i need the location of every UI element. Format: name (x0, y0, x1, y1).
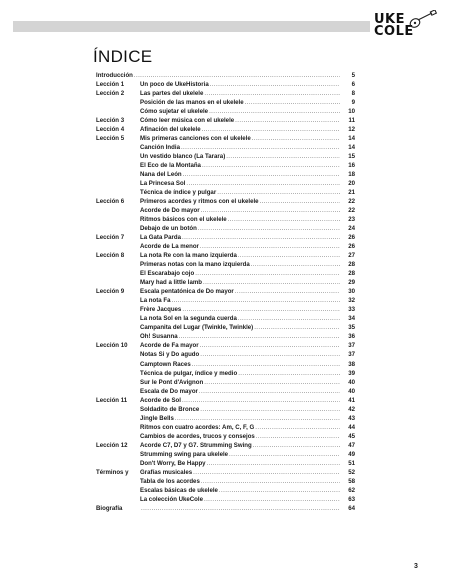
toc-entry (96, 71, 355, 80)
toc-entry-title: Introducción (96, 72, 133, 79)
toc-section-label: Lección 11 (96, 396, 128, 404)
toc-page-number: 37 (348, 351, 355, 359)
ukulele-icon (408, 10, 438, 30)
toc-entry-title: Técnica de pulgar, índice y medio (140, 369, 238, 377)
toc-page-number: 45 (348, 432, 355, 440)
toc-leader-dots (217, 188, 340, 197)
toc-leader-dots (192, 360, 340, 369)
toc-entry-title: Nana del León (140, 171, 182, 179)
toc-entry (96, 224, 355, 233)
toc-page-number: 42 (348, 405, 355, 413)
toc-leader-dots (235, 287, 340, 296)
toc-leader-dots (219, 486, 340, 495)
toc-section-label: Lección 7 (96, 234, 125, 242)
toc-entry-title: La Princesa Sol (140, 180, 186, 188)
toc-leader-dots (179, 332, 340, 341)
toc-entry (96, 405, 355, 414)
toc-entry-title: Acorde C7, D7 y G7. Strumming Swing (140, 441, 252, 449)
toc-page-number: 6 (351, 81, 355, 89)
toc-leader-dots (253, 441, 340, 450)
toc-entry (96, 197, 355, 206)
toc-leader-dots (251, 260, 340, 269)
toc-entry-title: Grafías musicales (140, 468, 193, 476)
toc-page-number: 28 (348, 270, 355, 278)
toc-section-label: Términos y (96, 468, 129, 476)
toc-entry (96, 369, 355, 378)
toc-entry (96, 107, 355, 116)
toc-entry (96, 432, 355, 441)
toc-entry-title: La colección UkeCole (140, 495, 203, 503)
toc-page-number: 41 (348, 396, 355, 404)
toc-page-number: 34 (348, 315, 355, 323)
toc-page-number: 38 (348, 360, 355, 368)
toc-entry (96, 125, 355, 134)
toc-leader-dots (238, 369, 340, 378)
toc-entry (96, 188, 355, 197)
toc-entry-title: Sur le Pont d'Avignon (140, 378, 204, 386)
toc-entry (96, 296, 355, 305)
toc-section-label: Lección 10 (96, 342, 128, 350)
toc-section-label: Lección 2 (96, 90, 125, 98)
toc-entry (96, 341, 355, 350)
toc-leader-dots (181, 143, 340, 152)
toc-leader-dots (245, 98, 340, 107)
toc-leader-dots (199, 387, 340, 396)
toc-page-number: 23 (348, 216, 355, 224)
toc-entry (96, 378, 355, 387)
toc-leader-dots (201, 206, 340, 215)
page-title: ÍNDICE (93, 47, 153, 66)
toc-leader-dots (202, 125, 340, 134)
toc-leader-dots (255, 423, 340, 432)
toc-page-number: 30 (348, 288, 355, 296)
toc-page-number: 22 (348, 198, 355, 206)
toc-page-number: 14 (348, 144, 355, 152)
toc-page-number: 10 (348, 108, 355, 116)
toc-entry (96, 332, 355, 341)
toc-leader-dots (200, 341, 340, 350)
toc-leader-dots (141, 504, 340, 513)
toc-leader-dots (204, 89, 340, 98)
toc-page-number: 8 (351, 90, 355, 98)
toc-leader-dots (260, 197, 340, 206)
toc-page-number: 49 (348, 450, 355, 458)
toc-entry (96, 287, 355, 296)
toc-page-number: 27 (348, 252, 355, 260)
toc-entry (96, 477, 355, 486)
toc-leader-dots (204, 495, 340, 504)
toc-entry-title: Mis primeras canciones con el ukelele (140, 135, 251, 143)
toc-entry-title: Primeras notas con la mano izquierda (140, 261, 250, 269)
toc-section-label: Lección 5 (96, 135, 125, 143)
toc-entry-title: Cómo leer música con el ukelele (140, 117, 235, 125)
toc-entry-title: Ritmos con cuatro acordes: Am, C, F, G (140, 423, 255, 431)
toc-entry-title: Don't Worry, Be Happy (140, 459, 206, 467)
toc-leader-dots (204, 378, 340, 387)
toc-leader-dots (254, 323, 340, 332)
toc-entry (96, 98, 355, 107)
toc-page-number: 22 (348, 207, 355, 215)
toc-leader-dots (235, 116, 340, 125)
toc-page-number: 33 (348, 306, 355, 314)
toc-page-number: 47 (348, 441, 355, 449)
toc-page-number: 29 (348, 279, 355, 287)
toc-leader-dots (203, 278, 340, 287)
toc-page-number: 26 (348, 234, 355, 242)
toc-entry-title: Cambios de acordes, trucos y consejos (140, 432, 255, 440)
toc-leader-dots (175, 414, 340, 423)
toc-entry (96, 215, 355, 224)
toc-entry-title: Las partes del ukelele (140, 90, 204, 98)
toc-page-number: 32 (348, 297, 355, 305)
toc-entry (96, 387, 355, 396)
toc-entry-title: Mary had a little lamb (140, 279, 202, 287)
toc-entry-title: Soldadito de Bronce (140, 405, 200, 413)
toc-entry (96, 206, 355, 215)
toc-entry-title: Acorde de Do mayor (140, 207, 200, 215)
toc-section-label: Lección 1 (96, 81, 125, 89)
toc-entry-title: Escalas básicas de ukelele (140, 486, 218, 494)
toc-entry (96, 278, 355, 287)
toc-entry-title: Primeros acordes y ritmos con el ukelele (140, 198, 259, 206)
toc-entry-title: Un poco de UkeHistoria (140, 81, 209, 89)
toc-entry (96, 251, 355, 260)
toc-leader-dots (226, 152, 340, 161)
toc-entry-title: El Eco de la Montaña (140, 162, 201, 170)
toc-page-number: 28 (348, 261, 355, 269)
toc-entry (96, 269, 355, 278)
toc-entry-title: Afinación del ukelele (140, 126, 201, 134)
toc-page-number: 44 (348, 423, 355, 431)
toc-entry (96, 161, 355, 170)
toc-page-number: 26 (348, 243, 355, 251)
toc-entry-title: Notas Si y Do agudo (140, 351, 200, 359)
toc-entry-title: Ritmos básicos con el ukelele (140, 216, 227, 224)
toc-entry (96, 233, 355, 242)
toc-entry (96, 314, 355, 323)
toc-entry-title: Técnica de índice y pulgar (140, 189, 217, 197)
toc-leader-dots (195, 269, 340, 278)
toc-page-number: 58 (348, 477, 355, 485)
toc-leader-dots (200, 242, 340, 251)
toc-entry (96, 134, 355, 143)
toc-leader-dots (228, 215, 340, 224)
toc-page-number: 20 (348, 180, 355, 188)
toc-entry (96, 450, 355, 459)
toc-leader-dots (182, 396, 340, 405)
toc-leader-dots (182, 233, 340, 242)
toc-entry (96, 414, 355, 423)
toc-page-number: 64 (348, 504, 355, 512)
toc-entry-title: Oh! Susanna (140, 333, 178, 341)
toc-entry-title: Cómo sujetar el ukelele (140, 108, 209, 116)
toc-entry (96, 350, 355, 359)
toc-entry-title: Un vestido blanco (La Tarara) (140, 153, 226, 161)
toc-page-number: 36 (348, 333, 355, 341)
toc-section-label: Lección 6 (96, 198, 125, 206)
logo-text-line1: UKE (374, 12, 406, 27)
toc-page-number: 11 (348, 117, 355, 125)
toc-leader-dots (182, 305, 340, 314)
toc-page-number: 51 (348, 459, 355, 467)
toc-entry-title: Escala pentatónica de Do mayor (140, 288, 234, 296)
toc-leader-dots (229, 450, 340, 459)
toc-leader-dots (198, 224, 340, 233)
toc-page-number: 12 (348, 126, 355, 134)
toc-entry (96, 504, 355, 513)
toc-entry-title: El Escarabajo cojo (140, 270, 195, 278)
toc-entry (96, 323, 355, 332)
toc-page-number: 35 (348, 324, 355, 332)
toc-entry-title: La nota Sol en la segunda cuerda (140, 315, 237, 323)
toc-entry-title: La nota Fa (140, 297, 171, 305)
toc-page-number: 40 (348, 387, 355, 395)
toc-leader-dots (238, 314, 340, 323)
toc-section-label: Lección 12 (96, 441, 128, 449)
toc-leader-dots (252, 134, 340, 143)
toc-page-number: 16 (348, 162, 355, 170)
toc-entry (96, 495, 355, 504)
toc-page-number: 24 (348, 225, 355, 233)
toc-page-number: 62 (348, 486, 355, 494)
toc-leader-dots (193, 468, 340, 477)
toc-entry-title: Posición de las manos en el ukelele (140, 99, 244, 107)
toc-entry-title: Camptown Races (140, 360, 191, 368)
toc-page-number: 14 (348, 135, 355, 143)
table-of-contents (96, 71, 355, 513)
toc-entry (96, 80, 355, 89)
toc-entry (96, 89, 355, 98)
toc-page-number: 40 (348, 378, 355, 386)
toc-leader-dots (200, 350, 340, 359)
toc-section-label: Lección 9 (96, 288, 125, 296)
toc-page-number: 15 (348, 153, 355, 161)
toc-page-number: 43 (348, 414, 355, 422)
toc-leader-dots (209, 107, 340, 116)
toc-page-number: 9 (351, 99, 355, 107)
toc-entry-title: Acorde de Fa mayor (140, 342, 199, 350)
toc-leader-dots (256, 432, 340, 441)
toc-entry (96, 423, 355, 432)
toc-page-number: 18 (348, 171, 355, 179)
toc-leader-dots (134, 71, 340, 80)
toc-entry (96, 396, 355, 405)
toc-entry (96, 360, 355, 369)
toc-section-label: Lección 3 (96, 117, 125, 125)
toc-entry-title: Strumming swing para ukelele (140, 450, 229, 458)
toc-section-label: Biografía (96, 504, 123, 512)
toc-entry (96, 260, 355, 269)
toc-page-number: 52 (348, 468, 355, 476)
toc-entry-title: Debajo de un botón (140, 225, 197, 233)
header-bar (13, 21, 370, 32)
toc-entry (96, 179, 355, 188)
toc-entry (96, 486, 355, 495)
toc-entry-title: Tabla de los acordes (140, 477, 200, 485)
toc-leader-dots (210, 80, 340, 89)
toc-leader-dots (171, 296, 340, 305)
toc-leader-dots (186, 179, 340, 188)
toc-section-label: Lección 4 (96, 126, 125, 134)
toc-leader-dots (183, 170, 340, 179)
toc-entry (96, 170, 355, 179)
toc-entry-title: Campanita del Lugar (Twinkle, Twinkle) (140, 324, 254, 332)
toc-entry (96, 242, 355, 251)
toc-entry-title: La nota Re con la mano izquierda (140, 252, 237, 260)
toc-entry-title: Frère Jacques (140, 306, 182, 314)
toc-entry (96, 116, 355, 125)
toc-entry (96, 441, 355, 450)
toc-entry-title: Jingle Bells (140, 414, 174, 422)
toc-page-number: 37 (348, 342, 355, 350)
logo-text-line2: COLE (374, 24, 414, 39)
toc-leader-dots (207, 459, 340, 468)
toc-entry (96, 143, 355, 152)
toc-page-number: 5 (351, 72, 355, 79)
toc-entry-title: Canción India (140, 144, 180, 152)
toc-entry (96, 459, 355, 468)
toc-leader-dots (202, 161, 340, 170)
toc-page-number: 39 (348, 369, 355, 377)
toc-entry-title: La Gata Parda (140, 234, 181, 242)
toc-entry-title: Acorde de La menor (140, 243, 199, 251)
toc-leader-dots (238, 251, 340, 260)
page-number: 3 (414, 563, 418, 570)
toc-entry-title: Acorde de Sol (140, 396, 181, 404)
toc-page-number: 21 (348, 189, 355, 197)
toc-leader-dots (201, 477, 340, 486)
toc-leader-dots (200, 405, 340, 414)
toc-entry (96, 468, 355, 477)
ukecole-logo (370, 10, 440, 42)
toc-section-label: Lección 8 (96, 252, 125, 260)
toc-page-number: 63 (348, 495, 355, 503)
toc-entry-title: Escala de Do mayor (140, 387, 198, 395)
toc-entry (96, 152, 355, 161)
toc-entry (96, 305, 355, 314)
